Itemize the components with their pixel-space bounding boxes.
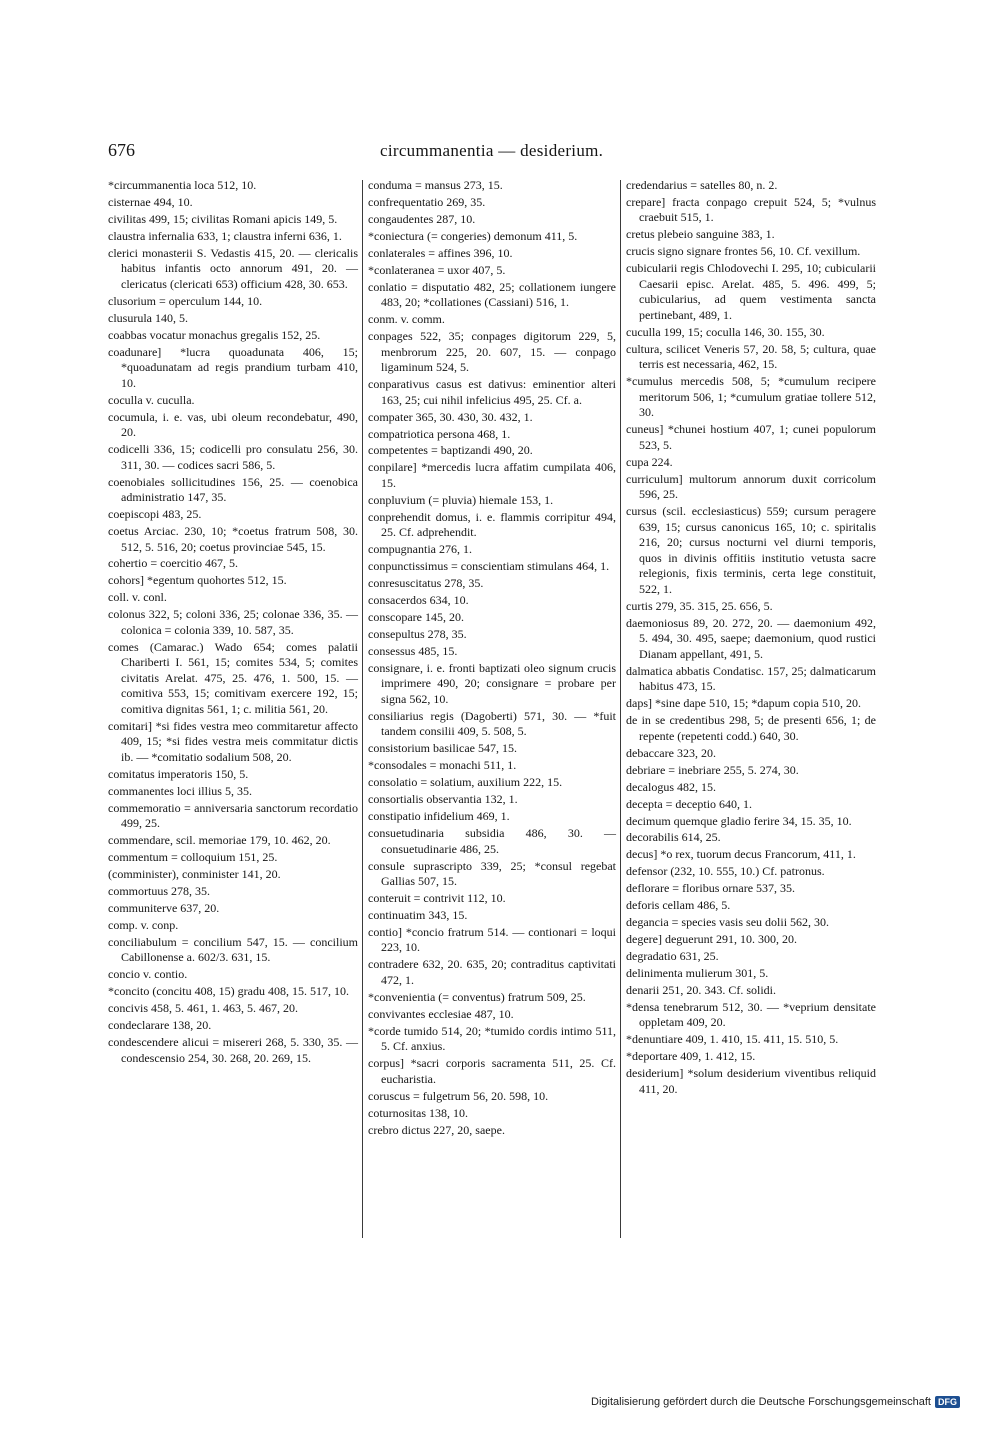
- index-entry: consortialis observantia 132, 1.: [368, 792, 518, 807]
- index-entry: cupa 224.: [626, 454, 673, 469]
- index-entry: conciliabulum = concilium 547, 15. — concilium Cabillonense a. 602/3. 631, 15.: [108, 934, 358, 965]
- index-entry: *coniectura (= congeries) demonum 411, 5.: [368, 228, 578, 243]
- index-entry: cretus plebeio sanguine 383, 1.: [626, 227, 775, 242]
- index-entry: comitatus imperatoris 150, 5.: [108, 766, 249, 781]
- footer-credit: [591, 1396, 960, 1408]
- index-entry: comes (Camarac.) Wado 654; comes palatii Chariberti I. 561, 15; comites 534, 5; comites civitatis Arelat. 475, 25. 476, 1. 500, 15. — comitiva 553, 15; comitivam exercere 192, 15; comitiva dignitas 561, 1; c. militia 561, 20.: [108, 639, 358, 716]
- index-entry: coabbas vocatur monachus gregalis 152, 25.: [108, 327, 321, 342]
- index-entry: conparativus casus est dativus: eminentior alteri 163, 25; cui nihil infelicius 495, 25. Cf. a.: [368, 377, 616, 407]
- index-entry: coenobiales sollicitudines 156, 25. — coenobica administratio 147, 35.: [108, 474, 358, 505]
- index-entry: cohors] *egentum quohortes 512, 15.: [108, 573, 287, 588]
- index-entry: colonus 322, 5; coloni 336, 25; colonae 336, 35. — colonica = colonia 339, 10. 587, 35.: [108, 607, 358, 637]
- index-entry: contradere 632, 20. 635, 20; contraditus captivitati 472, 1.: [368, 957, 616, 987]
- index-entry: conpunctissimus = conscientiam stimulans 464, 1.: [368, 559, 610, 574]
- index-entry: decepta = deceptio 640, 1.: [626, 796, 753, 811]
- index-entry: curriculum] multorum annorum duxit corricolum 596, 25.: [626, 471, 876, 502]
- index-entry: credendarius = satelles 80, n. 2.: [626, 178, 778, 192]
- footer-text: Digitalisierung gefördert durch die Deutsche Forschungsgemeinschaft: [591, 1396, 931, 1408]
- index-entry: curtis 279, 35. 315, 25. 656, 5.: [626, 598, 773, 613]
- index-entry: claustra infernalia 633, 1; claustra inferni 636, 1.: [108, 228, 342, 243]
- column-divider: [620, 180, 621, 1238]
- index-entry: corpus] *sacri corporis sacramenta 511, 25. Cf. eucharistia.: [368, 1056, 616, 1086]
- index-entry: cisternae 494, 10.: [108, 194, 193, 209]
- index-entry: decus] *o rex, tuorum decus Francorum, 411, 1.: [626, 847, 856, 862]
- index-entry: crepare] fracta conpago crepuit 524, 5; *vulnus craebuit 515, 1.: [626, 194, 876, 225]
- index-entry: commortuus 278, 35.: [108, 884, 210, 899]
- index-entry: degradatio 631, 25.: [626, 949, 719, 964]
- index-entry: *conlateranea = uxor 407, 5.: [368, 262, 506, 277]
- index-entry: crebro dictus 227, 20, saepe.: [368, 1122, 505, 1137]
- index-entry: condescendere alicui = misereri 268, 5. 330, 35. — condescensio 254, 30. 268, 20. 269, 15.: [108, 1035, 358, 1065]
- index-entry: compugnantia 276, 1.: [368, 542, 472, 557]
- index-entry: convivantes ecclesiae 487, 10.: [368, 1006, 514, 1021]
- index-entry: conduma = mansus 273, 15.: [368, 178, 503, 192]
- index-entry: codicelli 336, 15; codicelli pro consulatu 256, 30. 311, 30. — codices sacri 586, 5.: [108, 442, 358, 472]
- index-entry: *convenientia (= conventus) fratrum 509, 25.: [368, 989, 586, 1004]
- index-entry: constipatio infidelium 469, 1.: [368, 809, 510, 824]
- index-entry: *densa tenebrarum 512, 30. — *veprium densitate oppletam 409, 20.: [626, 999, 876, 1030]
- index-entry: concio v. contio.: [108, 967, 188, 982]
- index-entry: *cumulus mercedis 508, 5; *cumulum recipere meritorum 506, 1; *cumulum gratiae tollere 512, 30.: [626, 374, 876, 420]
- dfg-logo-icon: DFG: [935, 1396, 960, 1408]
- index-entry: defensor (232, 10. 555, 10.) Cf. patronus.: [626, 864, 825, 879]
- index-entry: commanentes loci illius 5, 35.: [108, 783, 252, 798]
- index-entry: coculla v. cuculla.: [108, 392, 195, 407]
- index-entry: conlatio = disputatio 482, 25; collationem iungere 483, 20; *collationes (Cassiani) 516, 1.: [368, 279, 616, 310]
- index-entry: coll. v. conl.: [108, 590, 167, 605]
- index-entry: conscopare 145, 20.: [368, 610, 464, 625]
- index-entry: clerici monasterii S. Vedastis 415, 20. — clericalis habitus infantis octo annorum 491, 20. — clericatus (clericati 653) officium 428, 30. 653.: [108, 245, 358, 291]
- index-entry: consuetudinaria subsidia 486, 30. — consuetudinarie 486, 25.: [368, 826, 616, 856]
- index-entry: debaccare 323, 20.: [626, 745, 716, 760]
- index-entry: dalmatica abbatis Condatisc. 157, 25; dalmaticarum habitus 473, 15.: [626, 663, 876, 694]
- index-entry: consule suprascripto 339, 25; *consul regebat Gallias 507, 15.: [368, 858, 616, 889]
- index-entry: conpilare] *mercedis lucra affatim cumpilata 406, 15.: [368, 460, 616, 490]
- index-entry: conprehendit domus, i. e. flammis corripitur 494, 25. Cf. adprehendit.: [368, 509, 616, 540]
- index-entry: *deportare 409, 1. 412, 15.: [626, 1049, 756, 1064]
- index-entry: cocumula, i. e. vas, ubi oleum recondebatur, 490, 20.: [108, 409, 358, 440]
- index-entry: decorabilis 614, 25.: [626, 830, 721, 845]
- index-entry: civilitas 499, 15; civilitas Romani apicis 149, 5.: [108, 211, 338, 226]
- index-entry: cursus (scil. ecclesiasticus) 559; cursum peragere 639, 15; cursus canonicus 165, 10; c. spiritalis 216, 20; cursus nocturni vel diurni temporis, quos in divinis offitiis institutio vetusta sacre relegionis, fixis terminis, certa lege constituit, 522, 1.: [626, 504, 876, 596]
- index-entry: conm. v. comm.: [368, 312, 445, 327]
- index-entry: condeclarare 138, 20.: [108, 1018, 212, 1033]
- index-entry: denarii 251, 20. 343. Cf. solidi.: [626, 982, 776, 997]
- index-entry: decimum quemque gladio ferire 34, 15. 35, 10.: [626, 813, 852, 828]
- index-entry: conlaterales = affines 396, 10.: [368, 245, 513, 260]
- index-entry: commentum = colloquium 151, 25.: [108, 850, 278, 865]
- column-divider: [362, 180, 363, 1238]
- index-entry: consepultus 278, 35.: [368, 626, 467, 641]
- index-entry: degancia = species vasis seu dolii 562, 30.: [626, 915, 830, 930]
- index-entry: *concito (concitu 408, 15) gradu 408, 15. 517, 10.: [108, 984, 349, 999]
- index-entry: concivis 458, 5. 461, 1. 463, 5. 467, 20.: [108, 1001, 298, 1016]
- index-entry: *consodales = monachi 511, 1.: [368, 758, 517, 773]
- index-entry: daps] *sine dape 510, 15; *dapum copia 510, 20.: [626, 696, 861, 711]
- index-column-1: [108, 178, 358, 1068]
- index-entry: deflorare = floribus ornare 537, 35.: [626, 881, 796, 896]
- index-entry: delinimenta mulierum 301, 5.: [626, 965, 769, 980]
- index-entry: coepiscopi 483, 25.: [108, 507, 202, 522]
- running-title: circummanentia — desiderium.: [380, 141, 604, 160]
- index-entry: cultura, scilicet Veneris 57, 20. 58, 5; cultura, quae terris est necessaria, 462, 15.: [626, 341, 876, 372]
- index-entry: conresuscitatus 278, 35.: [368, 576, 484, 591]
- index-entry: continuatim 343, 15.: [368, 907, 468, 922]
- index-entry: compatriotica persona 468, 1.: [368, 426, 511, 441]
- index-entry: conpluvium (= pluvia) hiemale 153, 1.: [368, 492, 554, 507]
- index-entry: coetus Arciac. 230, 10; *coetus fratrum 508, 30. 512, 5. 516, 20; coetus provinciae 545, 15.: [108, 523, 358, 554]
- index-entry: cohertio = coercitio 467, 5.: [108, 556, 239, 571]
- index-column-2: [368, 178, 616, 1140]
- index-entry: comp. v. conp.: [108, 917, 179, 932]
- index-entry: debriare = inebriare 255, 5. 274, 30.: [626, 762, 799, 777]
- index-column-3: [626, 178, 876, 1099]
- index-entry: communiterve 637, 20.: [108, 901, 220, 915]
- index-entry: cuneus] *chunei hostium 407, 1; cunei populorum 523, 5.: [626, 422, 876, 452]
- index-entry: consessus 485, 15.: [368, 643, 458, 658]
- index-entry: coadunare] *lucra quoadunata 406, 15; *quoadunatam ad regis prandium turbam 410, 10.: [108, 344, 358, 390]
- index-entry: consignare, i. e. fronti baptizati oleo signum crucis imprimere 490, 20; consignare = probare per signa 562, 10.: [368, 660, 616, 706]
- index-entry: contio] *concio fratrum 514. — contionari = loqui 223, 10.: [368, 924, 616, 955]
- index-entry: comitari] *si fides vestra meo commitaretur affecto 409, 15; *si fides vestra meis commitatur dictis ib. — *comitatio sodalium 508, 20.: [108, 718, 358, 764]
- index-entry: consiliarius regis (Dagoberti) 571, 30. — *fuit tandem consilii 409, 5. 508, 5.: [368, 708, 616, 739]
- index-entry: consistorium basilicae 547, 15.: [368, 741, 517, 756]
- index-entry: commemoratio = anniversaria sanctorum recordatio 499, 25.: [108, 800, 358, 831]
- index-entry: clusorium = operculum 144, 10.: [108, 293, 263, 308]
- index-entry: consacerdos 634, 10.: [368, 593, 469, 608]
- index-entry: daemoniosus 89, 20. 272, 20. — daemonium 492, 5. 494, 30. 495, saepe; daemonium, quod rustici Dianam appellant, 491, 5.: [626, 615, 876, 661]
- index-entry: conteruit = contrivit 112, 10.: [368, 891, 506, 906]
- index-entry: congaudentes 287, 10.: [368, 211, 476, 226]
- index-entry: desiderium] *solum desiderium viventibus reliquid 411, 20.: [626, 1066, 876, 1096]
- index-entry: degere] deguerunt 291, 10. 300, 20.: [626, 932, 797, 947]
- index-entry: de in se credentibus 298, 5; de presenti 656, 1; de repente (repetenti codd.) 640, 30.: [626, 713, 876, 743]
- index-entry: clusurula 140, 5.: [108, 310, 188, 325]
- index-entry: decalogus 482, 15.: [626, 779, 716, 794]
- index-entry: cuculla 199, 15; coculla 146, 30. 155, 30.: [626, 324, 825, 339]
- index-entry: consolatio = solatium, auxilium 222, 15.: [368, 775, 563, 790]
- index-entry: deforis cellam 486, 5.: [626, 898, 731, 913]
- index-entry: (comminister), conminister 141, 20.: [108, 867, 281, 882]
- index-entry: *denuntiare 409, 1. 410, 15. 411, 15. 510, 5.: [626, 1032, 839, 1047]
- index-entry: conpages 522, 35; conpages digitorum 229, 5, menbrorum 225, 20. 607, 15. — conpago ligaminum 524, 5.: [368, 329, 616, 375]
- page-number: 676: [108, 140, 135, 160]
- index-entry: cubicularii regis Chlodovechi I. 295, 10; cubicularii Caesarii episc. Arelat. 485, 5. 496. 499, 5; cubicularius, ad quem vestimenta sancta pertinebant, 489, 1.: [626, 261, 876, 322]
- index-entry: competentes = baptizandi 490, 20.: [368, 443, 533, 458]
- index-entry: compater 365, 30. 430, 30. 432, 1.: [368, 409, 533, 424]
- index-entry: confrequentatio 269, 35.: [368, 194, 486, 209]
- index-entry: crucis signo signare frontes 56, 10. Cf. vexillum.: [626, 244, 861, 259]
- index-entry: *corde tumido 514, 20; *tumido cordis intimo 511, 5. Cf. anxius.: [368, 1023, 616, 1054]
- index-entry: coturnositas 138, 10.: [368, 1105, 468, 1120]
- index-entry: *circummanentia loca 512, 10.: [108, 178, 257, 192]
- index-entry: coruscus = fulgetrum 56, 20. 598, 10.: [368, 1088, 549, 1103]
- index-entry: commendare, scil. memoriae 179, 10. 462, 20.: [108, 833, 331, 848]
